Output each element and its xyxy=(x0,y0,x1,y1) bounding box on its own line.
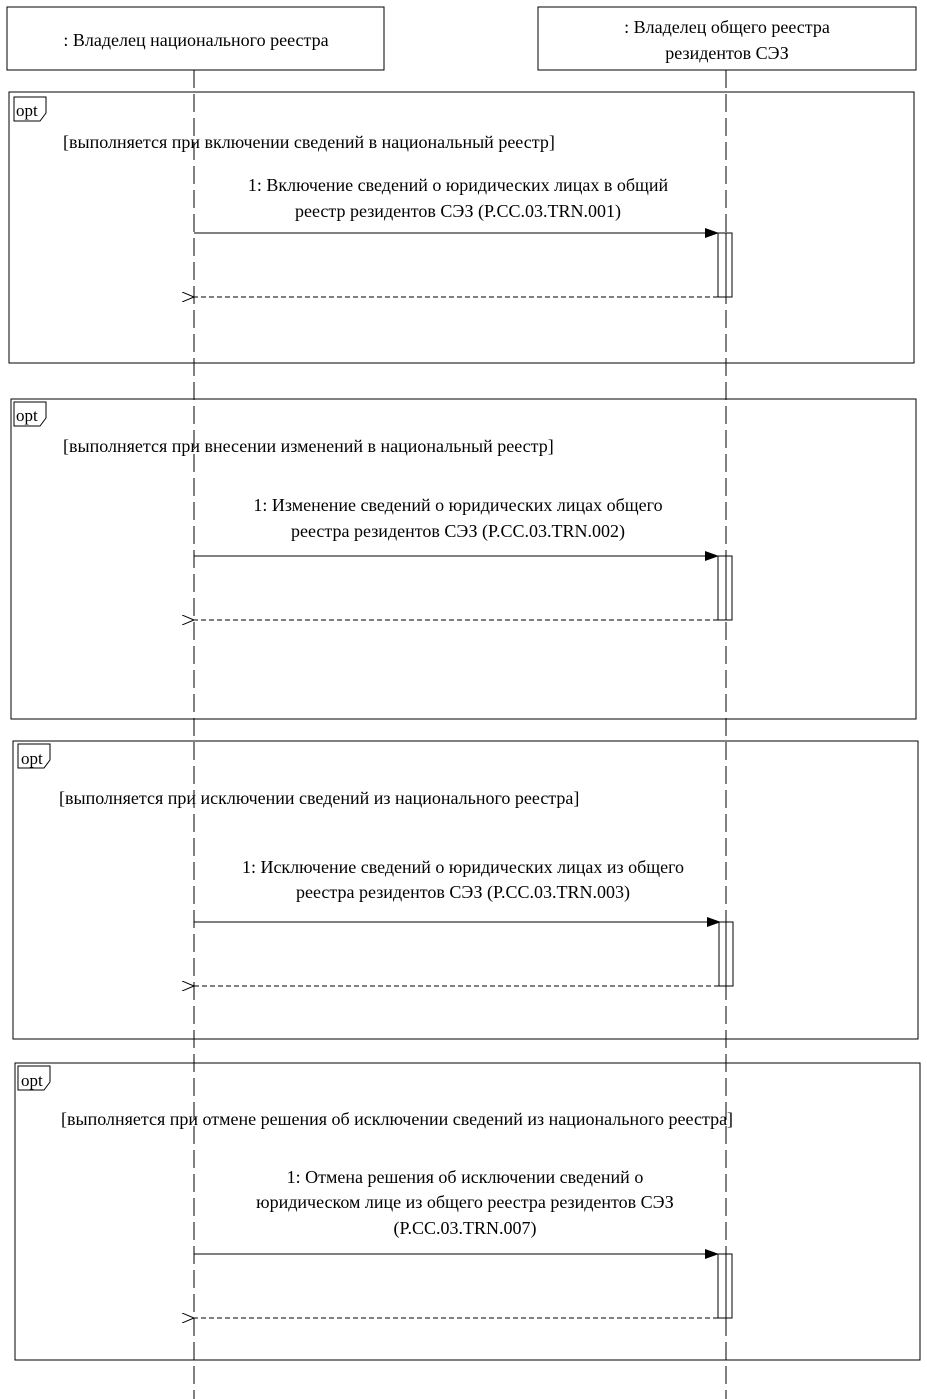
message-label-line1: 1: Изменение сведений о юридических лицах общего xyxy=(253,495,663,515)
activation-bar xyxy=(718,233,732,297)
opt-fragment-3 xyxy=(13,741,918,1039)
message-label-line1: 1: Включение сведений о юридических лицах в общий xyxy=(247,175,669,195)
guard-condition: [выполняется при исключении сведений из национального реестра] xyxy=(59,788,580,808)
message-label-line3: (P.CC.03.TRN.007) xyxy=(393,1218,537,1238)
message-label-line2: реестра резидентов СЭЗ (P.CC.03.TRN.003) xyxy=(296,882,630,902)
lifeline-title-common-line2: резидентов СЭЗ xyxy=(665,43,789,63)
message-label-line2: реестр резидентов СЭЗ (P.CC.03.TRN.001) xyxy=(294,201,622,221)
message-label-line2: реестра резидентов СЭЗ (P.CC.03.TRN.002) xyxy=(291,521,625,541)
opt-fragment-4 xyxy=(15,1063,920,1360)
message-label-line2: юридическом лице из общего реестра резидентов СЭЗ xyxy=(256,1192,674,1212)
lifeline-head-common xyxy=(538,7,916,70)
opt-label: opt xyxy=(16,406,38,425)
activation-bar xyxy=(718,1254,732,1318)
opt-label: opt xyxy=(21,1071,43,1090)
guard-condition: [выполняется при внесении изменений в национальный реестр] xyxy=(63,436,554,456)
lifeline-title-national: : Владелец национального реестра xyxy=(63,30,329,50)
opt-fragment-2 xyxy=(11,399,916,719)
opt-fragment-1 xyxy=(9,92,914,363)
activation-bar xyxy=(718,556,732,620)
opt-label: opt xyxy=(21,749,43,768)
guard-condition: [выполняется при отмене решения об исключении сведений из национального реестра] xyxy=(61,1109,734,1129)
lifeline-head-national xyxy=(7,7,384,70)
message-label-line1: 1: Отмена решения об исключении сведений о xyxy=(286,1167,644,1187)
message-label-line1: 1: Исключение сведений о юридических лицах из общего xyxy=(241,857,685,877)
lifeline-title-common-line1: : Владелец общего реестра xyxy=(624,17,830,37)
opt-label: opt xyxy=(16,101,38,120)
guard-condition: [выполняется при включении сведений в национальный реестр] xyxy=(63,132,555,152)
